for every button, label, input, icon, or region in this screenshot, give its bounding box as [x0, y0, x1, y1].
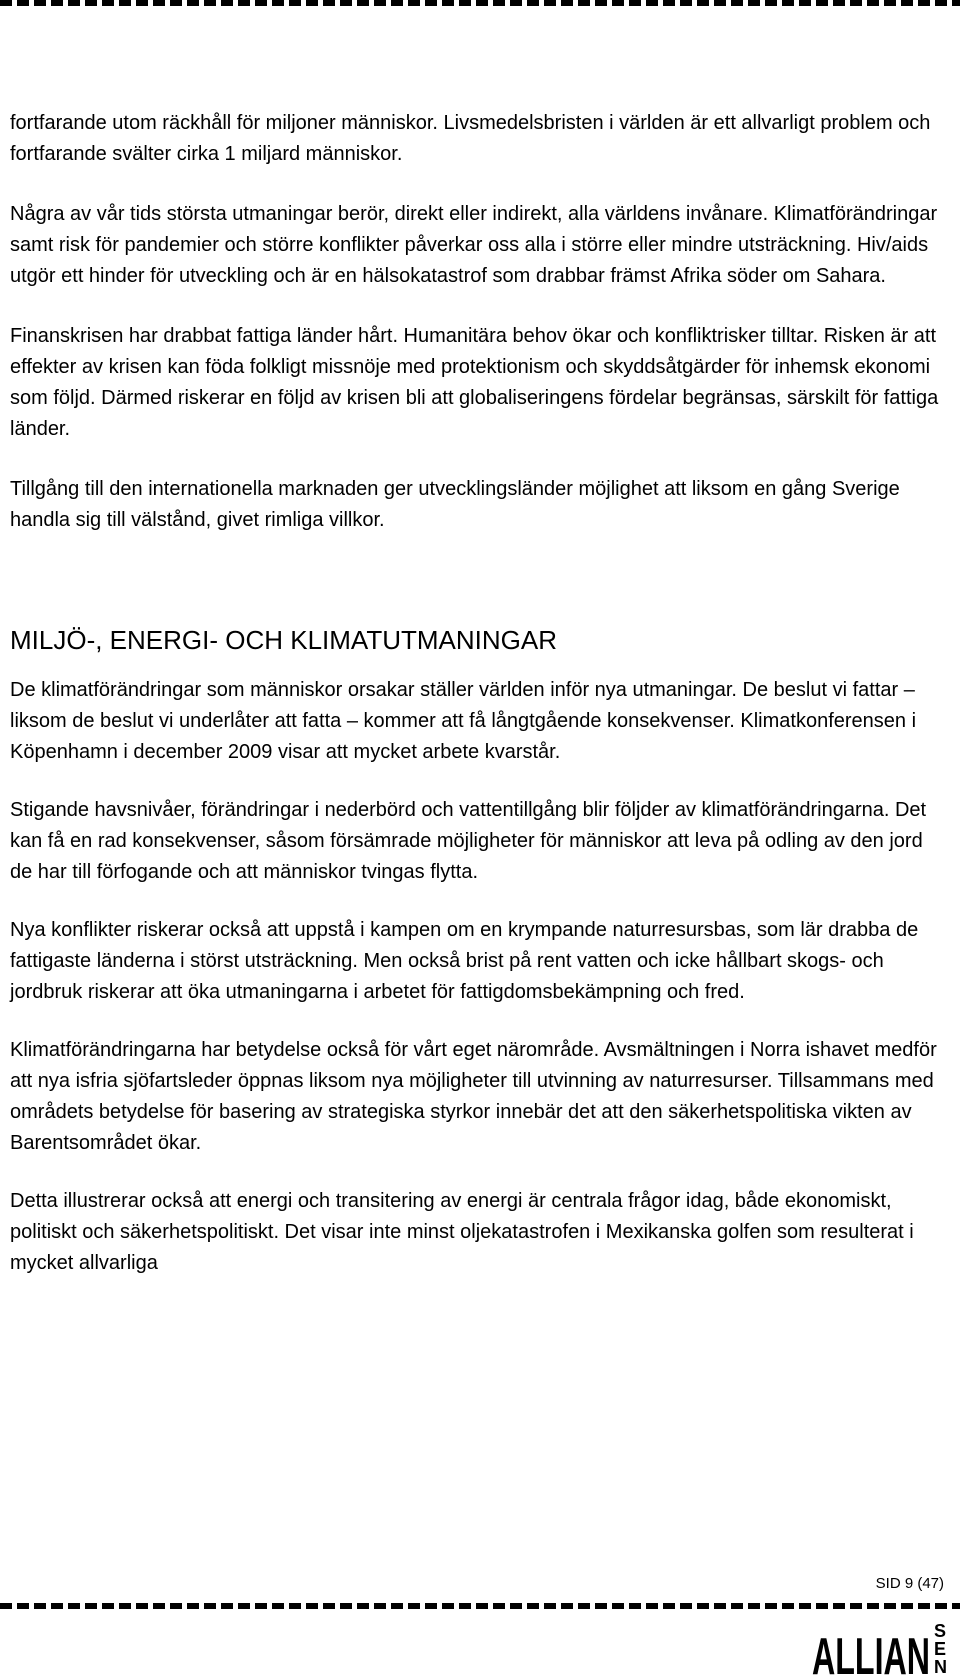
footer-dashed-rule	[0, 1603, 960, 1609]
section-heading: MILJÖ-, ENERGI- OCH KLIMATUTMANINGAR	[10, 625, 557, 655]
paragraph: Klimatförändringarna har betydelse också för vårt eget närområde. Avsmältningen i Norra ishavet medför att nya isfria sjöfartsleder öppnas liksom nya möjligheter till utvinning av naturresurser. Tillsammans med områdets betydelse för basering av strategiska styrkor innebär det att den säkerhetspolitiska vikten av Barentsområdet ökar.	[10, 1039, 937, 1154]
paragraph: Detta illustrerar också att energi och transitering av energi är centrala frågor idag, både ekonomiskt, politiskt och säkerhetspolitiskt. Det visar inte minst oljekatastrofen i Mexikanska golfen som resulterat i mycket allvarliga	[10, 1190, 914, 1274]
header-dashed-rule	[0, 0, 960, 6]
paragraph: Några av vår tids största utmaningar berör, direkt eller indirekt, alla världens invånare. Klimatförändringar samt risk för pandemier och större konflikter påverkar oss alla i större eller mindre utsträckning. Hiv/aids utgör ett hinder för utveckling och är en hälsokatastrof som drabbar främst Afrika söder om Sahara.	[10, 203, 938, 287]
page-number: SID 9 (47)	[875, 1575, 944, 1592]
svg-text:E: E	[934, 1639, 947, 1659]
paragraph: Finanskrisen har drabbat fattiga länder hårt. Humanitära behov ökar och konfliktrisker tilltar. Risken är att effekter av krisen kan föda folkligt missnöje med protektionism och skyddsåtgärder för inhemsk ekonomi som följd. Därmed riskerar en följd av krisen bli att globaliseringens fördelar begränsas, särskilt för fattiga länder.	[10, 325, 939, 440]
alliansen-logo-graphic	[812, 1620, 960, 1677]
svg-text:N: N	[934, 1657, 947, 1677]
document-body	[10, 108, 950, 1279]
paragraph: Nya konflikter riskerar också att uppstå i kampen om en krympande naturresursbas, som lär drabba de fattigaste länderna i störst utsträckning. Men också brist på rent vatten och icke hållbart skogs- och jordbruk riskerar att öka utmaningarna i arbetet för fattigdomsbekämpning och fred.	[10, 919, 919, 1003]
paragraph: Stigande havsnivåer, förändringar i nederbörd och vattentillgång blir följder av klimatförändringarna. Det kan få en rad konsekvenser, såsom försämrade möjligheter för människor att leva på odling av den jord de har till förfogande och att människor tvingas flytta.	[10, 799, 927, 883]
paragraph: De klimatförändringar som människor orsakar ställer världen inför nya utmaningar. De beslut vi fattar – liksom de beslut vi underlåter att fatta – kommer att få långtgående konsekvenser. Klimatkonferensen i Köpenhamn i december 2009 visar att mycket arbete kvarstår.	[10, 679, 917, 763]
svg-text:ALLIAN: ALLIAN	[812, 1628, 930, 1677]
paragraph: fortfarande utom räckhåll för miljoner människor. Livsmedelsbristen i världen är ett allvarligt problem och fortfarande svälter cirka 1 miljard människor.	[10, 112, 931, 165]
paragraph: Tillgång till den internationella marknaden ger utvecklingsländer möjlighet att liksom en gång Sverige handla sig till välstånd, givet rimliga villkor.	[10, 478, 900, 531]
svg-text:S: S	[934, 1621, 947, 1641]
alliansen-logo	[812, 1620, 960, 1677]
